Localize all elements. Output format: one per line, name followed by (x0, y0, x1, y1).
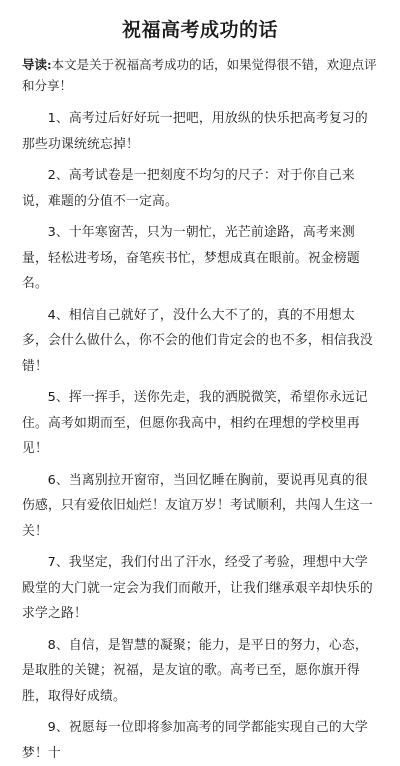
wish-item-8: 8、自信，是智慧的凝聚；能力，是平日的努力，心态，是取胜的关键；祝福，是友谊的歌。高考已至，愿你旗开得胜，取得好成绩。 (22, 637, 368, 704)
wish-item-3: 3、十年寒窗苦，只为一朝忙，光芒前途路，高考来测量，轻松进考场，奋笔疾书忙，梦想成真在眼前。祝金榜题名。 (22, 225, 360, 291)
intro-text: 本文是关于祝福高考成功的话，如果觉得很不错，欢迎点评和分享！ (22, 57, 377, 93)
article-intro (22, 54, 378, 96)
wish-item-6: 6、当离别拉开窗帘，当回忆睡在胸前，要说再见真的很伤感，只有爱依旧灿烂！友谊万岁！考试顺利，共闯人生这一关！ (22, 472, 373, 539)
wish-item-9: 9、祝愿每一位即将参加高考的同学都能实现自己的大学梦！十 (22, 720, 368, 761)
wishes-list (22, 106, 378, 766)
wish-item-4: 4、相信自己就好了，没什么大不了的，真的不用想太多，会什么做什么，你不会的他们肯定会的也不多，相信我没错！ (22, 307, 373, 374)
wish-item-5: 5、挥一挥手，送你先走，我的洒脱微笑，希望你永远记住。高考如期而至，但愿你我高中，相约在理想的学校里再见！ (22, 390, 368, 456)
wish-item-7: 7、我坚定，我们付出了汗水，经受了考验，理想中大学殿堂的大门就一定会为我们而敞开，让我们继承艰辛却快乐的求学之路！ (22, 555, 373, 621)
intro-lead-label: 导读: (22, 57, 52, 72)
article-title: 祝福高考成功的话 (121, 19, 278, 41)
wish-item-2: 2、高考试卷是一把刻度不均匀的尺子：对于你自己来说，难题的分值不一定高。 (22, 168, 355, 209)
wish-item-1: 1、高考过后好好玩一把吧，用放纵的快乐把高考复习的那些功课统统忘掉！ (22, 111, 368, 152)
